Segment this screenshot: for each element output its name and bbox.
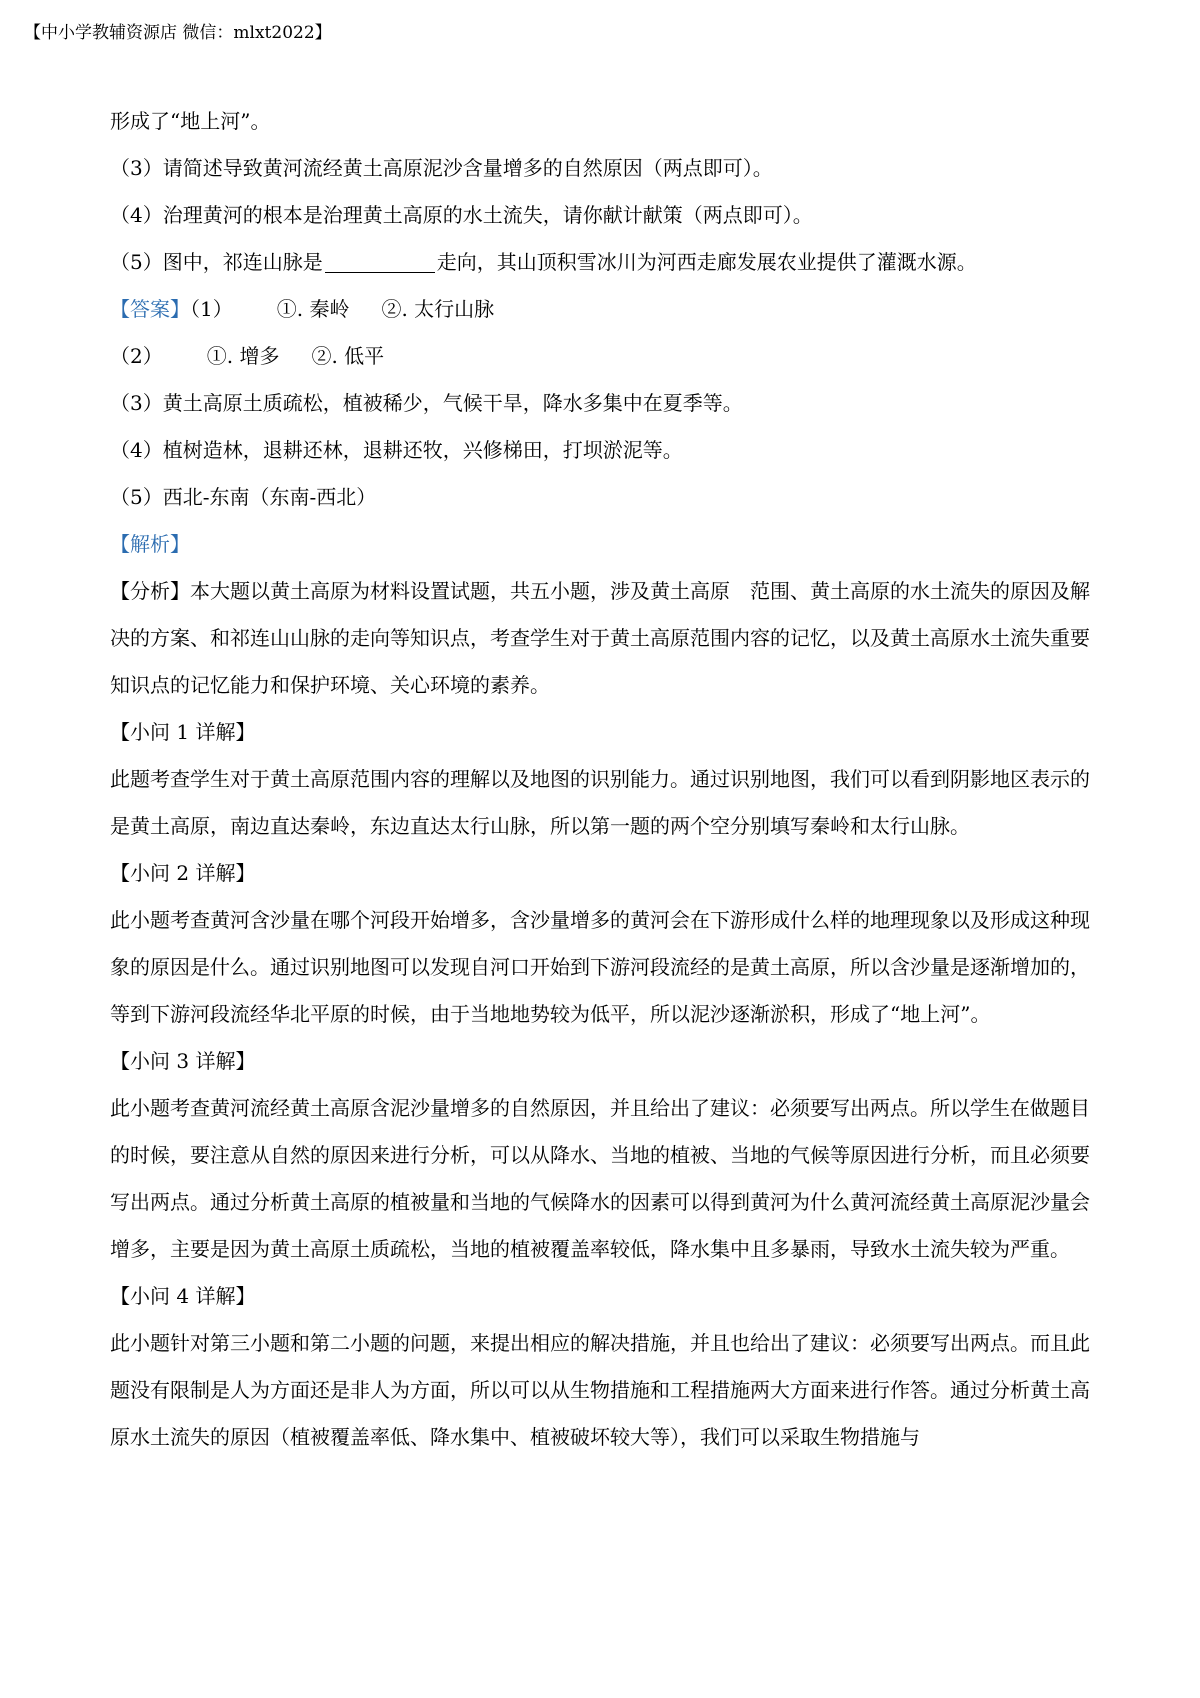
answer-1-option-1: ①. 秦岭	[276, 297, 350, 321]
detail-4-title: 【小问 4 详解】	[110, 1284, 256, 1308]
detail-1-text: 此题考查学生对于黄土高原范围内容的理解以及地图的识别能力。通过识别地图，我们可以看到阴影地区表示的是黄土高原，南边直达秦岭，东边直达太行山脉，所以第一题的两个空分别填写秦岭和太行山脉。	[110, 767, 1090, 838]
detail-4-text: 此小题针对第三小题和第二小题的问题，来提出相应的解决措施，并且也给出了建议：必须要写出两点。而且此题没有限制是人为方面还是非人为方面，所以可以从生物措施和工程措施两大方面来进行作答。通过分析黄土高原水土流失的原因（植被覆盖率低、降水集中、植被破坏较大等），我们可以采取生物措施与	[110, 1331, 1090, 1449]
watermark-header: 【中小学教辅资源店 微信：mlxt2022】	[24, 23, 332, 43]
answer-3: （3）黄土高原土质疏松，植被稀少，气候干旱，降水多集中在夏季等。	[110, 391, 743, 415]
analysis-summary: 【分析】本大题以黄土高原为材料设置试题，共五小题，涉及黄土高原 范围、黄土高原的水土流失的原因及解决的方案、和祁连山山脉的走向等知识点，考查学生对于黄土高原范围内容的记忆，以及黄土高原水土流失重要知识点的记忆能力和保护环境、关心环境的素养。	[110, 579, 1090, 697]
answer-1	[110, 286, 1100, 333]
answer-blank	[325, 271, 435, 273]
answer-1-option-2: ②. 太行山脉	[381, 297, 495, 321]
answer-2-option-1: ①. 增多	[206, 344, 280, 368]
document-body	[110, 98, 1100, 1461]
answer-1-num: （1）	[190, 297, 233, 321]
question-5-before: （5）图中，祁连山脉是	[110, 250, 323, 274]
question-5-after: 走向，其山顶积雪冰川为河西走廊发展农业提供了灌溉水源。	[436, 250, 977, 274]
question-3: （3）请简述导致黄河流经黄土高原泥沙含量增多的自然原因（两点即可）。	[110, 156, 773, 180]
analysis-label: 【解析】	[110, 532, 190, 556]
detail-2-title: 【小问 2 详解】	[110, 861, 256, 885]
answer-4: （4）植树造林，退耕还林，退耕还牧，兴修梯田，打坝淤泥等。	[110, 438, 683, 462]
answer-2	[110, 333, 1100, 380]
detail-3-title: 【小问 3 详解】	[110, 1049, 256, 1073]
answer-2-num: （2）	[110, 344, 163, 368]
detail-2-text: 此小题考查黄河含沙量在哪个河段开始增多，含沙量增多的黄河会在下游形成什么样的地理现象以及形成这种现象的原因是什么。通过识别地图可以发现自河口开始到下游河段流经的是黄土高原，所以含沙量是逐渐增加的，等到下游河段流经华北平原的时候，由于当地地势较为低平，所以泥沙逐渐淤积，形成了“地上河”。	[110, 908, 1090, 1026]
answer-5: （5）西北-东南（东南-西北）	[110, 485, 377, 509]
detail-1-title: 【小问 1 详解】	[110, 720, 256, 744]
detail-3-text: 此小题考查黄河流经黄土高原含泥沙量增多的自然原因，并且给出了建议：必须要写出两点。所以学生在做题目的时候，要注意从自然的原因来进行分析，可以从降水、当地的植被、当地的气候等原因进行分析，而且必须要写出两点。通过分析黄土高原的植被量和当地的气候降水的因素可以得到黄河为什么黄河流经黄土高原泥沙量会增多，主要是因为黄土高原土质疏松，当地的植被覆盖率较低，降水集中且多暴雨，导致水土流失较为严重。	[110, 1096, 1090, 1261]
question-line-tail: 形成了“地上河”。	[110, 109, 271, 133]
answer-2-option-2: ②. 低平	[311, 344, 385, 368]
question-5	[110, 239, 1100, 286]
question-4: （4）治理黄河的根本是治理黄土高原的水土流失，请你献计献策（两点即可）。	[110, 203, 813, 227]
answer-label: 【答案】	[110, 297, 190, 321]
